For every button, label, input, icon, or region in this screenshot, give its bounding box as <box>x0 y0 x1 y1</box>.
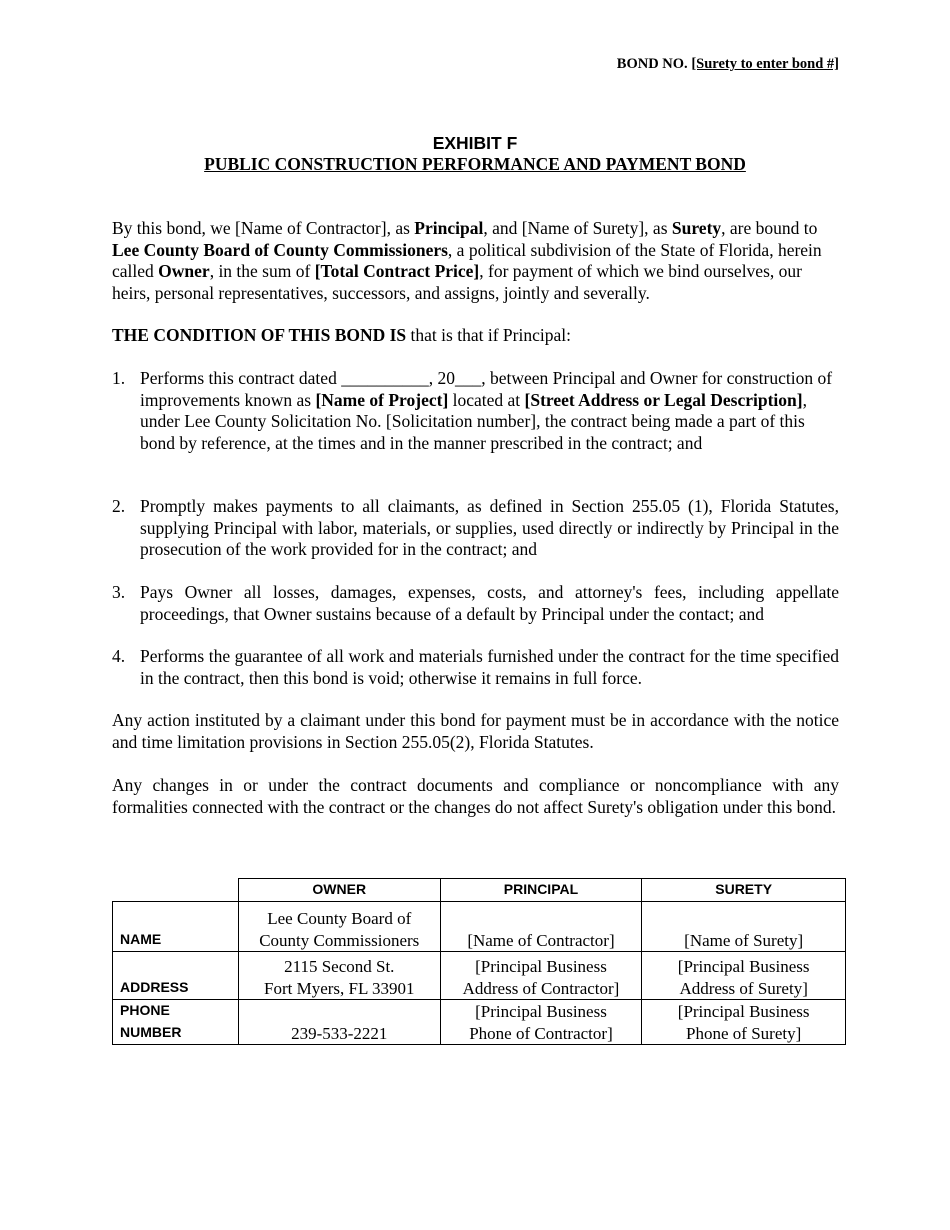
surety-column-header: SURETY <box>642 879 846 902</box>
intro-owner: Owner <box>158 261 210 282</box>
project-name: [Name of Project] <box>315 389 449 410</box>
bond-number-label: BOND NO. <box>616 56 688 72</box>
intro-text: , and [Name of Surety], as <box>483 218 672 238</box>
item-text: Promptly makes payments to all claimants, as defined in Section 255.05 (1), Florida Statutes, supplying Principal with labor, materials, or supplies, used directly or indirectly by Principal in the prosecution of the work provided for in the contract; and <box>140 496 839 559</box>
owner-name-line: County Commissioners <box>259 930 420 950</box>
principal-address-line: [Principal Business <box>475 957 607 976</box>
surety-address-line: Address of Surety] <box>679 978 808 998</box>
item-number: 4. <box>112 646 126 666</box>
item-text: Pays Owner all losses, damages, expenses, costs, and attorney's fees, including appellate proceedings, that Owner sustains because of a default by Principal under the contact; and <box>140 582 839 624</box>
intro-paragraph <box>112 218 839 305</box>
surety-name-cell: [Name of Surety] <box>642 902 846 952</box>
intro-text: , in the sum of <box>209 261 315 282</box>
item-text-part: located at <box>448 389 525 410</box>
owner-address-line: Fort Myers, FL 33901 <box>264 978 415 998</box>
owner-phone-cell: 239-533-2221 <box>238 1000 440 1045</box>
parties-table <box>112 878 846 1045</box>
surety-address-cell <box>642 952 846 1000</box>
condition-text: that is that if Principal: <box>406 325 571 345</box>
condition-bold: THE CONDITION OF THIS BOND IS <box>112 325 407 345</box>
address-row-label: ADDRESS <box>113 952 239 1000</box>
item-number: 3. <box>112 582 126 602</box>
principal-phone-line: [Principal Business <box>475 1002 607 1021</box>
condition-item-1 <box>112 368 839 454</box>
principal-name-cell: [Name of Contractor] <box>440 902 642 952</box>
intro-text: By this bond, we [Name of Contractor], as <box>112 218 415 238</box>
item-text-part: , under Lee County Solicitation No. [Solicitation number], the contract being made a part of this bond by reference, at the times and in the manner prescribed in the contract; and <box>140 389 807 453</box>
phone-label-line: PHONE <box>120 1002 170 1018</box>
phone-row-label <box>113 1000 239 1045</box>
table-corner-cell <box>113 879 239 902</box>
condition-item-2 <box>112 496 839 561</box>
principal-address-line: Address of Contractor] <box>462 978 620 998</box>
owner-address-line: 2115 Second St. <box>284 957 395 976</box>
surety-phone-line: [Principal Business <box>677 1002 810 1021</box>
principal-phone-cell <box>440 1000 642 1045</box>
bond-number <box>617 56 839 73</box>
item-text: Performs the guarantee of all work and materials furnished under the contract for the time specified in the contract, then this bond is void; otherwise it remains in full force. <box>140 646 839 688</box>
condition-item-3 <box>112 582 839 625</box>
action-paragraph: Any action instituted by a claimant under this bond for payment must be in accordance with the notice and time limitation provisions in Section 255.05(2), Florida Statutes. <box>112 710 839 752</box>
principal-column-header: PRINCIPAL <box>440 879 642 902</box>
owner-address-cell <box>238 952 440 1000</box>
intro-text: , for payment of which we bind ourselves, our heirs, personal representatives, successors, and assigns, jointly and severally. <box>112 261 802 304</box>
condition-heading <box>112 325 839 347</box>
intro-principal: Principal <box>414 218 484 238</box>
surety-phone-line: Phone of Surety] <box>686 1023 802 1043</box>
intro-contract-price: [Total Contract Price] <box>314 261 480 282</box>
table-row-name <box>113 902 846 952</box>
table-row-phone <box>113 1000 846 1045</box>
intro-text: , a political subdivision of the State of Florida, herein called <box>112 239 822 282</box>
bond-number-value: [Surety to enter bond #] <box>691 56 839 72</box>
intro-text: , are bound to <box>721 218 818 238</box>
owner-column-header: OWNER <box>238 879 440 902</box>
name-row-label: NAME <box>113 902 239 952</box>
condition-item-4 <box>112 646 839 689</box>
surety-phone-cell <box>642 1000 846 1045</box>
item-text <box>140 368 839 454</box>
owner-name-cell <box>238 902 440 952</box>
exhibit-label: EXHIBIT F <box>432 133 518 153</box>
item-text-part: Performs this contract dated __________, 20___, between Principal and Owner for construction of improvements known as <box>140 368 833 410</box>
surety-address-line: [Principal Business <box>677 957 810 976</box>
phone-label-line: NUMBER <box>120 1023 182 1040</box>
principal-address-cell <box>440 952 642 1000</box>
principal-phone-line: Phone of Contractor] <box>469 1023 613 1043</box>
item-number: 2. <box>112 496 126 516</box>
document-title: PUBLIC CONSTRUCTION PERFORMANCE AND PAYMENT BOND <box>204 154 746 174</box>
item-number: 1. <box>112 368 126 388</box>
intro-obligee: Lee County Board of County Commissioners <box>112 239 448 260</box>
intro-surety: Surety <box>671 218 722 238</box>
project-address: [Street Address or Legal Description] <box>524 389 803 410</box>
changes-paragraph: Any changes in or under the contract documents and compliance or noncompliance with any formalities connected with the contract or the changes do not affect Surety's obligation under this bond. <box>112 775 839 817</box>
owner-name-line: Lee County Board of <box>267 909 412 928</box>
table-row-address <box>113 952 846 1000</box>
table-header-row <box>113 879 846 902</box>
